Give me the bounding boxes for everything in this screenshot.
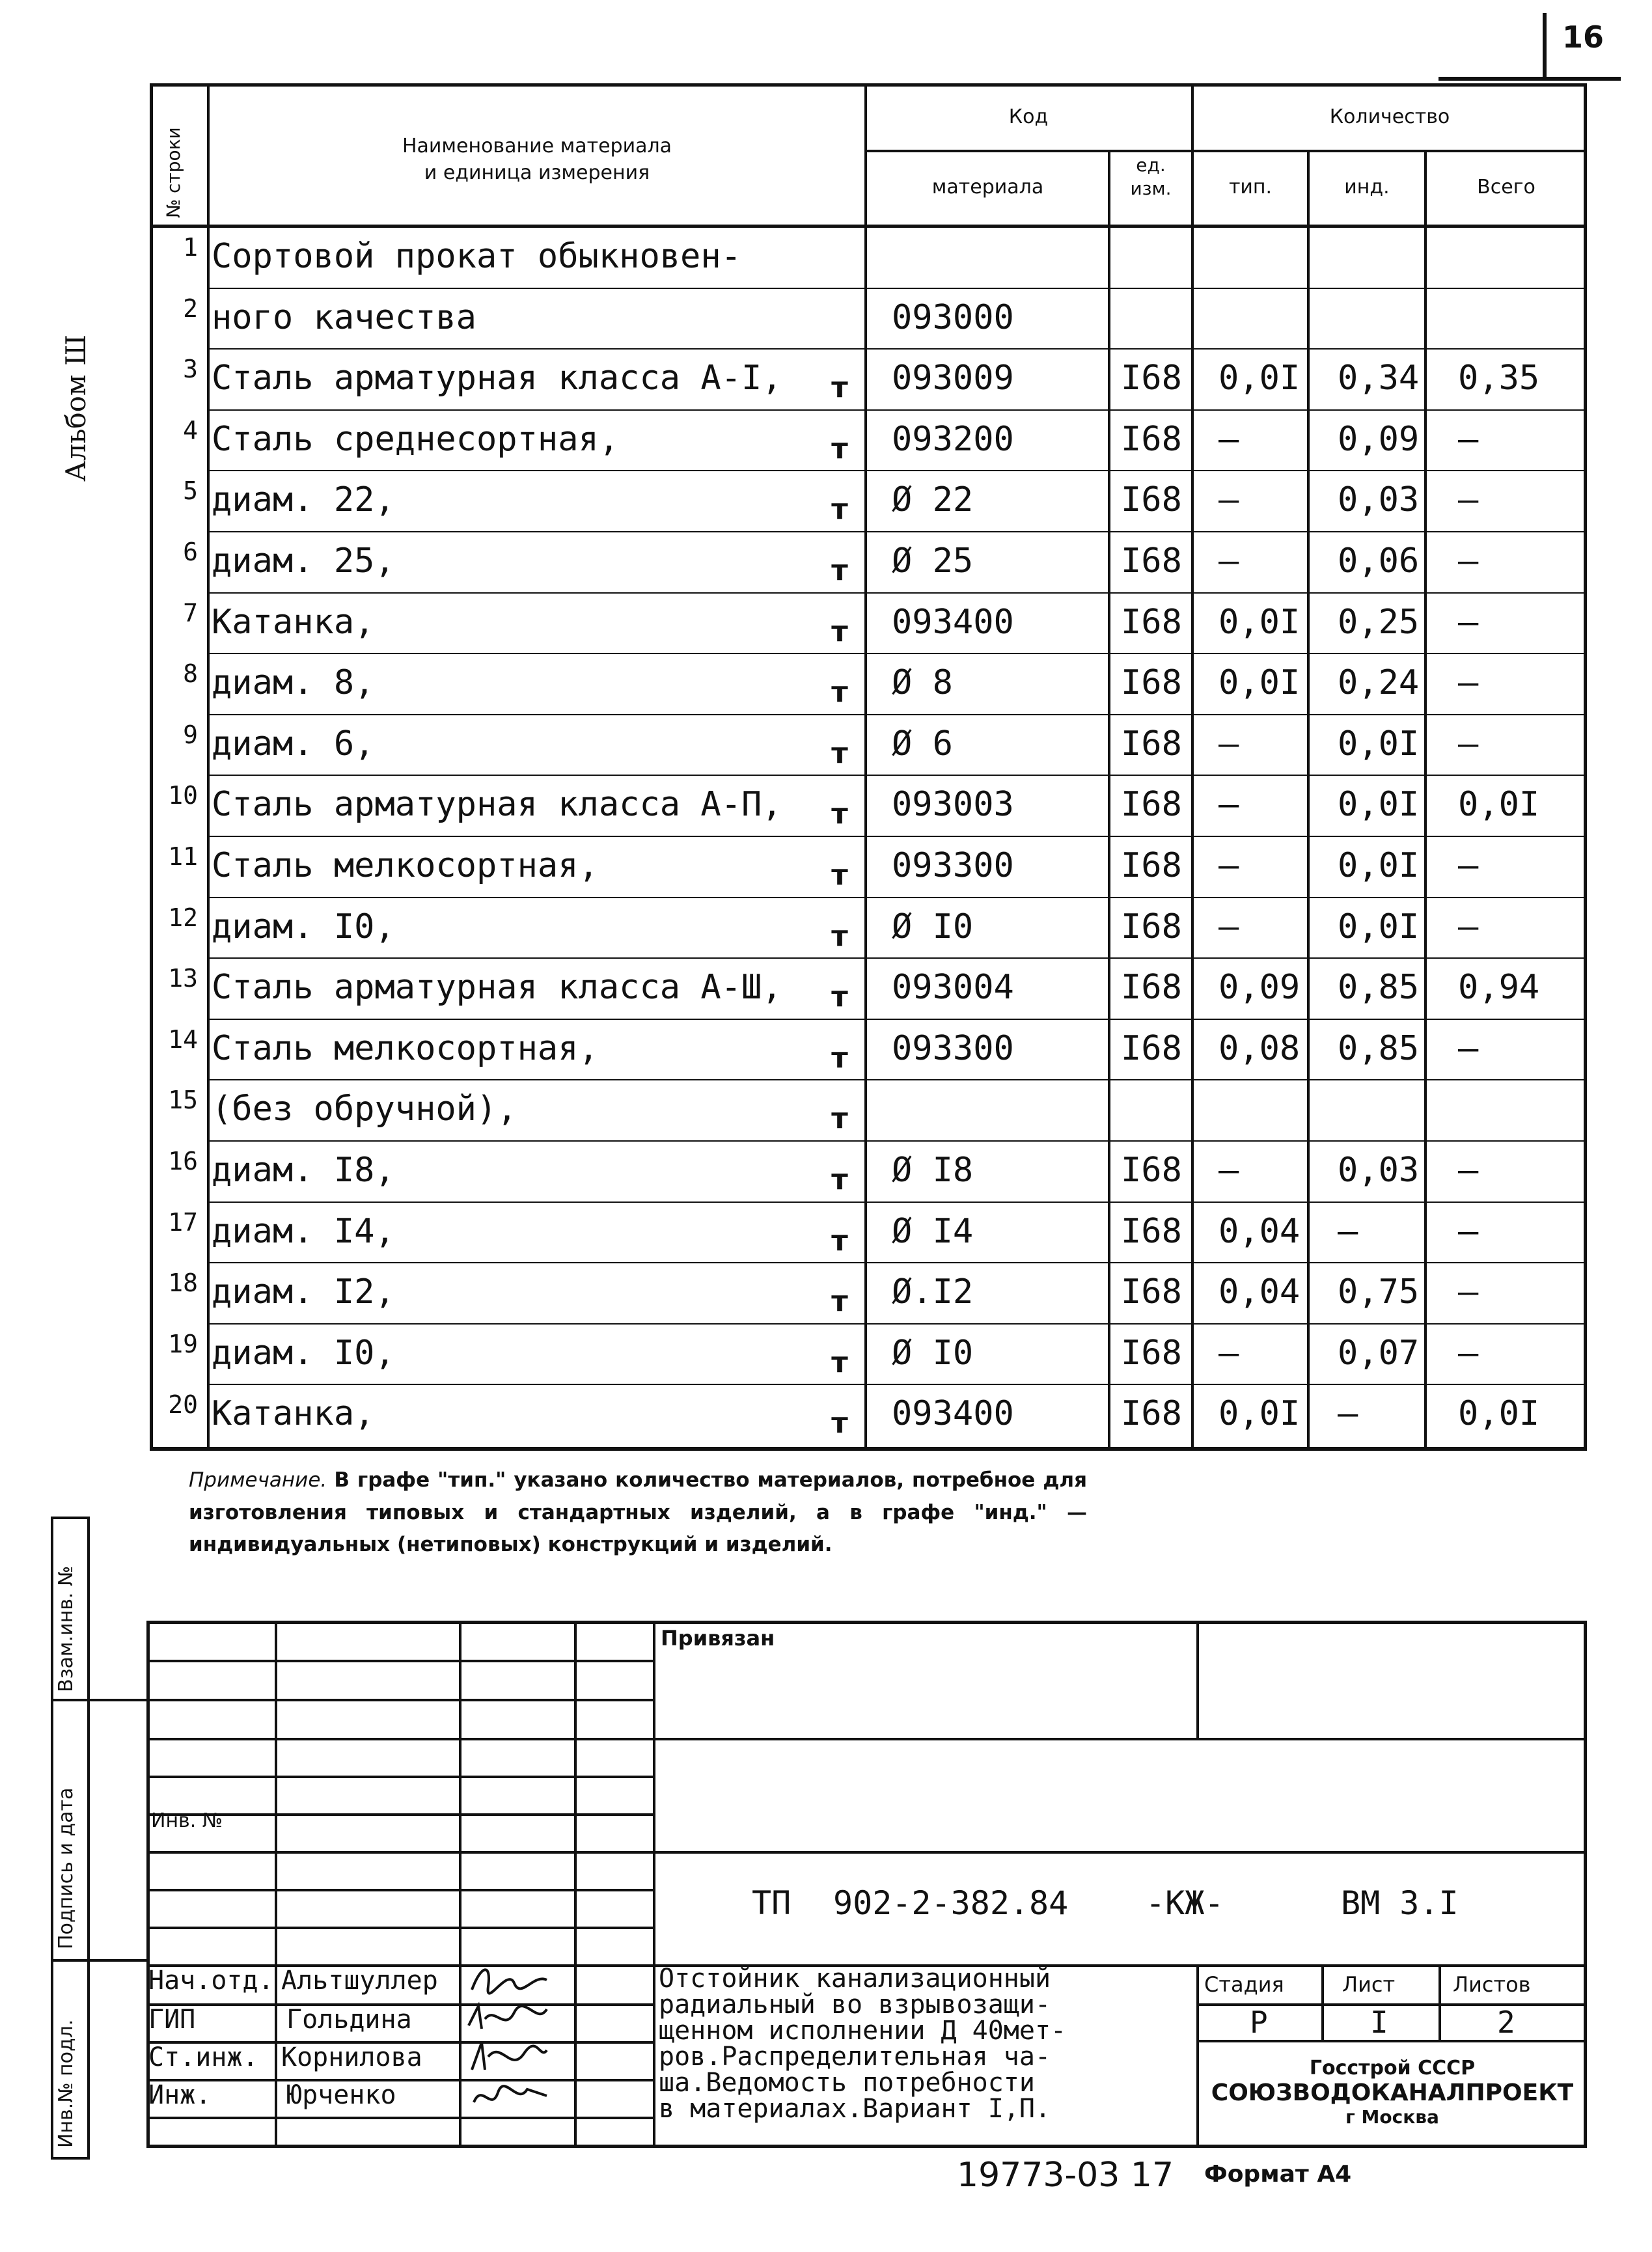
row-material-name: Катанка, — [212, 602, 375, 642]
row-material-code: 093003 — [892, 785, 1014, 825]
stage-value: Р — [1250, 2005, 1268, 2040]
row-number: 2 — [183, 294, 198, 323]
corner-rule-vertical — [1543, 13, 1547, 78]
row-number: 8 — [183, 659, 198, 689]
row-material-code — [892, 1080, 1100, 1138]
row-qty-ind: – — [1338, 1211, 1358, 1251]
table-row — [150, 1263, 1587, 1321]
archive-number: 19773-03 17 — [957, 2156, 1174, 2195]
row-number: 13 — [168, 964, 198, 993]
row-uom-code: I68 — [1121, 1394, 1182, 1434]
row-material-name: (без обручной), — [212, 1090, 517, 1129]
table-row — [150, 1080, 1587, 1138]
row-uom-code — [1121, 1080, 1199, 1138]
sig-name: Корнилова — [281, 2042, 422, 2072]
side-stamp-sign-date: Подпись и дата — [55, 1787, 77, 1949]
row-qty-total: – — [1458, 846, 1479, 885]
page-number: 16 — [1562, 20, 1604, 55]
row-qty-ind: 0,25 — [1338, 602, 1420, 642]
linked-label: Привязан — [661, 1626, 775, 1651]
row-unit: т — [831, 1163, 848, 1196]
row-uom-code — [1121, 289, 1199, 346]
row-qty-typ: 0,09 — [1218, 968, 1301, 1008]
stage-label: Стадия — [1204, 1972, 1284, 1997]
row-unit: т — [831, 858, 848, 892]
row-material-code: 093300 — [892, 846, 1014, 885]
row-material-name: диам. I0, — [212, 907, 395, 946]
row-qty-total: – — [1458, 602, 1479, 642]
row-material-name: Сталь арматурная класса А-I, — [212, 359, 782, 398]
header-qty-typ: тип. — [1228, 176, 1273, 199]
row-unit: т — [831, 736, 848, 770]
header-code-material: материала — [931, 176, 1044, 199]
row-qty-ind: 0,06 — [1338, 542, 1420, 581]
table-row — [150, 1020, 1587, 1077]
row-qty-typ — [1218, 1080, 1329, 1138]
table-row — [150, 532, 1587, 590]
row-qty-typ — [1218, 228, 1329, 285]
header-code-unit-line1: ед. — [1136, 154, 1166, 176]
tb-left-v3 — [574, 1621, 577, 2148]
table-row — [150, 776, 1587, 833]
note-block — [189, 1464, 1087, 1561]
tb-left-h6 — [146, 1851, 1587, 1854]
row-material-code: 093400 — [892, 1394, 1014, 1434]
row-qty-typ: – — [1218, 1151, 1239, 1190]
header-code-unit-line2: изм. — [1130, 178, 1172, 200]
sig-name: Альтшуллер — [281, 1966, 438, 1996]
row-qty-ind: 0,34 — [1338, 359, 1420, 398]
doc-code-kzh: -КЖ- — [1146, 1884, 1224, 1922]
sheets-value: 2 — [1497, 2005, 1515, 2040]
row-qty-typ — [1218, 289, 1329, 346]
row-unit: т — [831, 493, 848, 527]
side-stamp-vzam: Взам.инв. № — [55, 1565, 77, 1692]
row-qty-ind: 0,03 — [1338, 480, 1420, 520]
tb-stage-h2 — [1196, 2040, 1587, 2042]
row-qty-typ: 0,0I — [1218, 602, 1301, 642]
table-row — [150, 594, 1587, 651]
row-number: 14 — [168, 1024, 198, 1054]
header-row-number: № строки — [163, 127, 184, 218]
inv-number-label: Инв. № — [151, 1809, 223, 1832]
row-number: 3 — [183, 355, 198, 384]
row-material-code: Ø 6 — [892, 724, 953, 763]
side-stamp-inv-podl: Инв.№ подл. — [55, 2019, 77, 2148]
title-line: ров.Распределительная ча- — [659, 2042, 1051, 2072]
row-material-name: Сталь арматурная класса А-П, — [212, 785, 782, 825]
table-row — [150, 471, 1587, 529]
row-material-code: 093004 — [892, 968, 1014, 1008]
row-uom-code: I68 — [1121, 846, 1182, 885]
row-unit: т — [831, 1041, 848, 1075]
row-unit: т — [831, 1407, 848, 1440]
row-material-name: диам. I0, — [212, 1333, 395, 1373]
row-material-code: Ø I0 — [892, 907, 974, 946]
table-row — [150, 350, 1587, 407]
row-number: 16 — [168, 1147, 198, 1175]
row-uom-code: I68 — [1121, 542, 1182, 581]
row-unit: т — [831, 614, 848, 648]
table-row — [150, 837, 1587, 894]
header-qty-group: Количество — [1329, 105, 1450, 128]
note-title: Примечание. — [189, 1468, 327, 1492]
row-qty-ind: 0,0I — [1338, 785, 1420, 825]
row-number: 5 — [183, 476, 198, 506]
sig-role: Инж. — [148, 2080, 212, 2110]
row-material-code: Ø I8 — [892, 1151, 974, 1190]
row-qty-total — [1458, 289, 1575, 346]
table-row — [150, 959, 1587, 1016]
org-block — [1198, 2057, 1587, 2128]
row-qty-typ: – — [1218, 907, 1239, 946]
row-qty-total: – — [1458, 480, 1479, 520]
table-row — [150, 1385, 1587, 1442]
row-uom-code — [1121, 228, 1199, 285]
row-material-name: Сталь арматурная класса А-Ш, — [212, 968, 782, 1008]
row-uom-code: I68 — [1121, 602, 1182, 642]
tb-left-h13 — [146, 2117, 654, 2119]
row-material-name: диам. 6, — [212, 724, 375, 763]
row-qty-ind: 0,75 — [1338, 1272, 1420, 1312]
row-qty-typ: – — [1218, 1333, 1239, 1373]
header-code-group: Код — [1008, 105, 1049, 128]
table-row — [150, 1325, 1587, 1382]
row-qty-total: – — [1458, 1151, 1479, 1190]
row-qty-ind — [1338, 289, 1448, 346]
row-unit: т — [831, 1345, 848, 1379]
row-qty-ind: 0,03 — [1338, 1151, 1420, 1190]
row-number: 12 — [168, 903, 198, 932]
row-uom-code: I68 — [1121, 1151, 1182, 1190]
row-qty-total: 0,0I — [1458, 785, 1540, 825]
sheet-label: Лист — [1342, 1972, 1396, 1997]
row-number: 19 — [168, 1329, 198, 1358]
sig-name: Юрченко — [286, 2080, 396, 2110]
header-qty-ind: инд. — [1344, 176, 1390, 199]
row-uom-code: I68 — [1121, 1272, 1182, 1312]
format-label: Формат А4 — [1204, 2161, 1352, 2188]
org-line-3: г Москва — [1345, 2106, 1439, 2128]
row-unit: т — [831, 980, 848, 1014]
row-uom-code: I68 — [1121, 359, 1182, 398]
org-line-1: Госстрой СССР — [1309, 2057, 1476, 2080]
row-qty-ind: 0,0I — [1338, 846, 1420, 885]
table-row — [150, 898, 1587, 955]
row-material-code: 093200 — [892, 419, 1014, 459]
row-qty-total: – — [1458, 724, 1479, 763]
row-qty-total: 0,0I — [1458, 1394, 1540, 1434]
row-qty-total: – — [1458, 1028, 1479, 1068]
row-uom-code: I68 — [1121, 419, 1182, 459]
row-material-code: 093000 — [892, 297, 1014, 337]
row-number: 10 — [168, 781, 198, 810]
album-label-text: Альбом Ш — [60, 335, 92, 482]
doc-code-number: 902-2-382.84 — [833, 1884, 1069, 1922]
tb-left-h7 — [146, 1889, 654, 1891]
row-qty-total: 0,94 — [1458, 968, 1540, 1008]
row-material-name: диам. 22, — [212, 480, 395, 520]
row-material-name: Сталь мелкосортная, — [212, 846, 599, 885]
row-unit: т — [831, 554, 848, 587]
row-qty-total: – — [1458, 1333, 1479, 1373]
row-material-name: диам. I2, — [212, 1272, 395, 1312]
row-material-name: диам. I8, — [212, 1151, 395, 1190]
row-unit: т — [831, 797, 848, 831]
row-number: 6 — [183, 538, 198, 566]
doc-code-sheet: ВМ 3.I — [1341, 1884, 1459, 1922]
row-unit: т — [831, 919, 848, 953]
row-qty-total: – — [1458, 542, 1479, 581]
row-number: 15 — [168, 1086, 198, 1115]
row-material-code — [892, 228, 1100, 285]
sig-name: Гольдина — [286, 2005, 412, 2035]
table-row — [150, 228, 1587, 285]
row-number: 1 — [183, 233, 198, 262]
row-qty-total: – — [1458, 419, 1479, 459]
row-qty-typ: – — [1218, 480, 1239, 520]
row-qty-total: – — [1458, 663, 1479, 703]
row-unit: т — [831, 1285, 848, 1319]
row-unit: т — [831, 676, 848, 709]
row-number: 11 — [168, 842, 198, 871]
note-text: В графе "тип." указано количество материалов, потребное для изготовления типовых и стандартных изделий, а в графе "инд." — индивидуальных (нетиповых) конструкций и изделий. — [189, 1468, 1087, 1557]
row-qty-ind: 0,0I — [1338, 907, 1420, 946]
tb-left-h2 — [146, 1699, 654, 1701]
row-qty-typ: 0,04 — [1218, 1272, 1301, 1312]
row-unit — [820, 228, 859, 285]
table-row — [150, 289, 1587, 346]
row-qty-typ: – — [1218, 724, 1239, 763]
row-uom-code: I68 — [1121, 1333, 1182, 1373]
title-line: щенном исполнении Д 40мет- — [659, 2016, 1067, 2046]
row-qty-ind — [1338, 228, 1448, 285]
row-qty-ind: 0,85 — [1338, 968, 1420, 1008]
row-qty-total: 0,35 — [1458, 359, 1540, 398]
row-material-code: 093009 — [892, 359, 1014, 398]
side-stamp-div2 — [51, 1959, 148, 1962]
row-qty-typ: 0,0I — [1218, 359, 1301, 398]
row-number: 17 — [168, 1207, 198, 1237]
row-material-code: Ø I4 — [892, 1211, 974, 1251]
title-line: в материалах.Вариант I,П. — [659, 2094, 1051, 2124]
header-qty-total: Всего — [1477, 176, 1535, 199]
row-qty-ind: 0,07 — [1338, 1333, 1420, 1373]
row-uom-code: I68 — [1121, 1028, 1182, 1068]
row-qty-ind: 0,85 — [1338, 1028, 1420, 1068]
row-qty-total: – — [1458, 907, 1479, 946]
row-material-code: 093300 — [892, 1028, 1014, 1068]
note-top-line — [150, 1448, 1587, 1451]
table-row — [150, 654, 1587, 711]
row-qty-ind: 0,0I — [1338, 724, 1420, 763]
row-unit: т — [831, 432, 848, 465]
tb-left-v1 — [275, 1621, 277, 2148]
row-qty-typ: – — [1218, 785, 1239, 825]
row-unit — [820, 289, 859, 346]
row-uom-code: I68 — [1121, 968, 1182, 1008]
sheets-label: Листов — [1453, 1972, 1531, 1997]
header-name-line1: Наименование материала — [402, 135, 672, 158]
row-uom-code: I68 — [1121, 663, 1182, 703]
row-material-name: диам. 8, — [212, 663, 375, 703]
row-material-name: ного качества — [212, 297, 476, 337]
signature-scribble — [465, 2037, 550, 2076]
row-uom-code: I68 — [1121, 724, 1182, 763]
row-uom-code: I68 — [1121, 480, 1182, 520]
row-material-code: Ø I0 — [892, 1333, 974, 1373]
title-line: Отстойник канализационный — [659, 1964, 1051, 1994]
row-material-code: Ø 8 — [892, 663, 953, 703]
table-row — [150, 1203, 1587, 1260]
row-qty-typ: 0,04 — [1218, 1211, 1301, 1251]
row-qty-typ: – — [1218, 419, 1239, 459]
row-material-name: Катанка, — [212, 1394, 375, 1434]
sig-role: Ст.инж. — [148, 2042, 258, 2072]
album-label — [60, 234, 99, 482]
row-material-code: Ø 25 — [892, 542, 974, 581]
table-row — [150, 1142, 1587, 1199]
sig-role: Нач.отд. — [148, 1966, 274, 1996]
tb-main-v — [653, 1621, 655, 2148]
row-material-code: Ø.I2 — [892, 1272, 974, 1312]
signature-scribble — [469, 1960, 553, 1999]
row-material-name: диам. 25, — [212, 542, 395, 581]
signature-scribble — [469, 2076, 553, 2115]
tb-left-h4 — [146, 1776, 654, 1778]
row-qty-ind: 0,24 — [1338, 663, 1420, 703]
tb-left-h8 — [146, 1927, 654, 1929]
row-qty-typ: 0,0I — [1218, 663, 1301, 703]
row-qty-total: – — [1458, 1272, 1479, 1312]
tb-left-h3 — [146, 1738, 1587, 1740]
header-code-unit — [1110, 154, 1191, 201]
corner-rule-horizontal — [1439, 77, 1621, 81]
sig-role: ГИП — [148, 2005, 196, 2035]
tb-left-v2 — [459, 1621, 461, 2148]
row-unit: т — [831, 1224, 848, 1257]
title-line: ша.Ведомость потребности — [659, 2068, 1035, 2098]
doc-code-tp: ТП — [752, 1884, 792, 1922]
row-unit: т — [831, 1102, 848, 1136]
row-material-code: 093400 — [892, 602, 1014, 642]
row-unit: т — [831, 371, 848, 405]
row-material-name: Сталь среднесортная, — [212, 419, 620, 459]
row-number: 4 — [183, 415, 198, 445]
tb-linked-v — [1196, 1621, 1199, 1738]
row-number: 9 — [183, 720, 198, 749]
row-uom-code: I68 — [1121, 1211, 1182, 1251]
row-qty-typ: – — [1218, 846, 1239, 885]
header-name — [215, 133, 859, 186]
row-material-name: Сталь мелкосортная, — [212, 1028, 599, 1068]
row-number: 20 — [168, 1390, 198, 1420]
row-qty-typ: – — [1218, 542, 1239, 581]
row-number: 18 — [168, 1269, 198, 1298]
row-qty-ind — [1338, 1080, 1448, 1138]
header-group-divider — [864, 150, 1587, 152]
row-qty-typ: 0,0I — [1218, 1394, 1301, 1434]
row-uom-code: I68 — [1121, 907, 1182, 946]
row-material-name: диам. I4, — [212, 1211, 395, 1251]
title-line: радиальный во взрывозащи- — [659, 1990, 1051, 2020]
row-number: 7 — [183, 598, 198, 627]
table-row — [150, 715, 1587, 773]
row-qty-total — [1458, 228, 1575, 285]
row-qty-ind: 0,09 — [1338, 419, 1420, 459]
row-qty-total: – — [1458, 1211, 1479, 1251]
table-row — [150, 411, 1587, 468]
tb-left-h1 — [146, 1660, 654, 1662]
org-line-2: СОЮЗВОДОКАНАЛПРОЕКТ — [1211, 2080, 1574, 2106]
row-qty-typ: 0,08 — [1218, 1028, 1301, 1068]
row-material-code: Ø 22 — [892, 480, 974, 520]
row-material-name: Сортовой прокат обыкновен- — [212, 237, 741, 276]
row-qty-ind: – — [1338, 1394, 1358, 1434]
side-stamp-div1 — [51, 1699, 148, 1701]
header-name-line2: и единица измерения — [424, 161, 650, 184]
document-title — [659, 1966, 1192, 2122]
row-qty-total — [1458, 1080, 1575, 1138]
signature-scribble — [465, 1999, 550, 2039]
tb-left-h12 — [146, 2079, 654, 2081]
row-uom-code: I68 — [1121, 785, 1182, 825]
sheet-value: I — [1370, 2005, 1388, 2040]
